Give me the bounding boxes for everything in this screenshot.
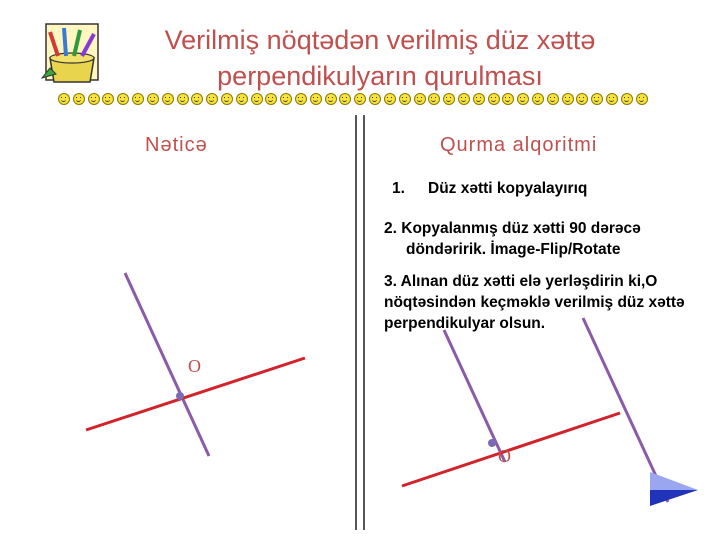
- next-arrow-icon[interactable]: [646, 468, 702, 508]
- algorithm-heading: Qurma alqoritmi: [440, 134, 598, 156]
- title-line-1: Verilmiş nöqtədən verilmiş düz xəttə: [164, 25, 596, 55]
- step-2-text: Kopyalanmış düz xətti 90 dərəcə: [401, 220, 641, 237]
- right-point-label: O: [498, 446, 511, 466]
- right-red-line: [402, 413, 620, 486]
- left-point-label: O: [188, 356, 201, 376]
- result-heading: Nəticə: [145, 134, 208, 156]
- step-2-number: 2.: [384, 220, 397, 237]
- step-1-number: 1.: [392, 180, 405, 197]
- step-2-text-continued: döndəririk. İmage-Flip/Rotate: [406, 241, 621, 258]
- left-point-o: [176, 392, 184, 400]
- step-3-number: 3.: [384, 273, 397, 290]
- right-point-o: [488, 439, 496, 447]
- step-3-text: Alınan düz xətti elə yerləşdirin ki,O nöqtəsindən keçməklə verilmiş düz xəttə perpendikulyar olsun.: [384, 273, 685, 332]
- step-1-text: Düz xətti kopyalayırıq: [428, 180, 588, 197]
- title-line-2: perpendikulyarın qurulması: [217, 61, 543, 91]
